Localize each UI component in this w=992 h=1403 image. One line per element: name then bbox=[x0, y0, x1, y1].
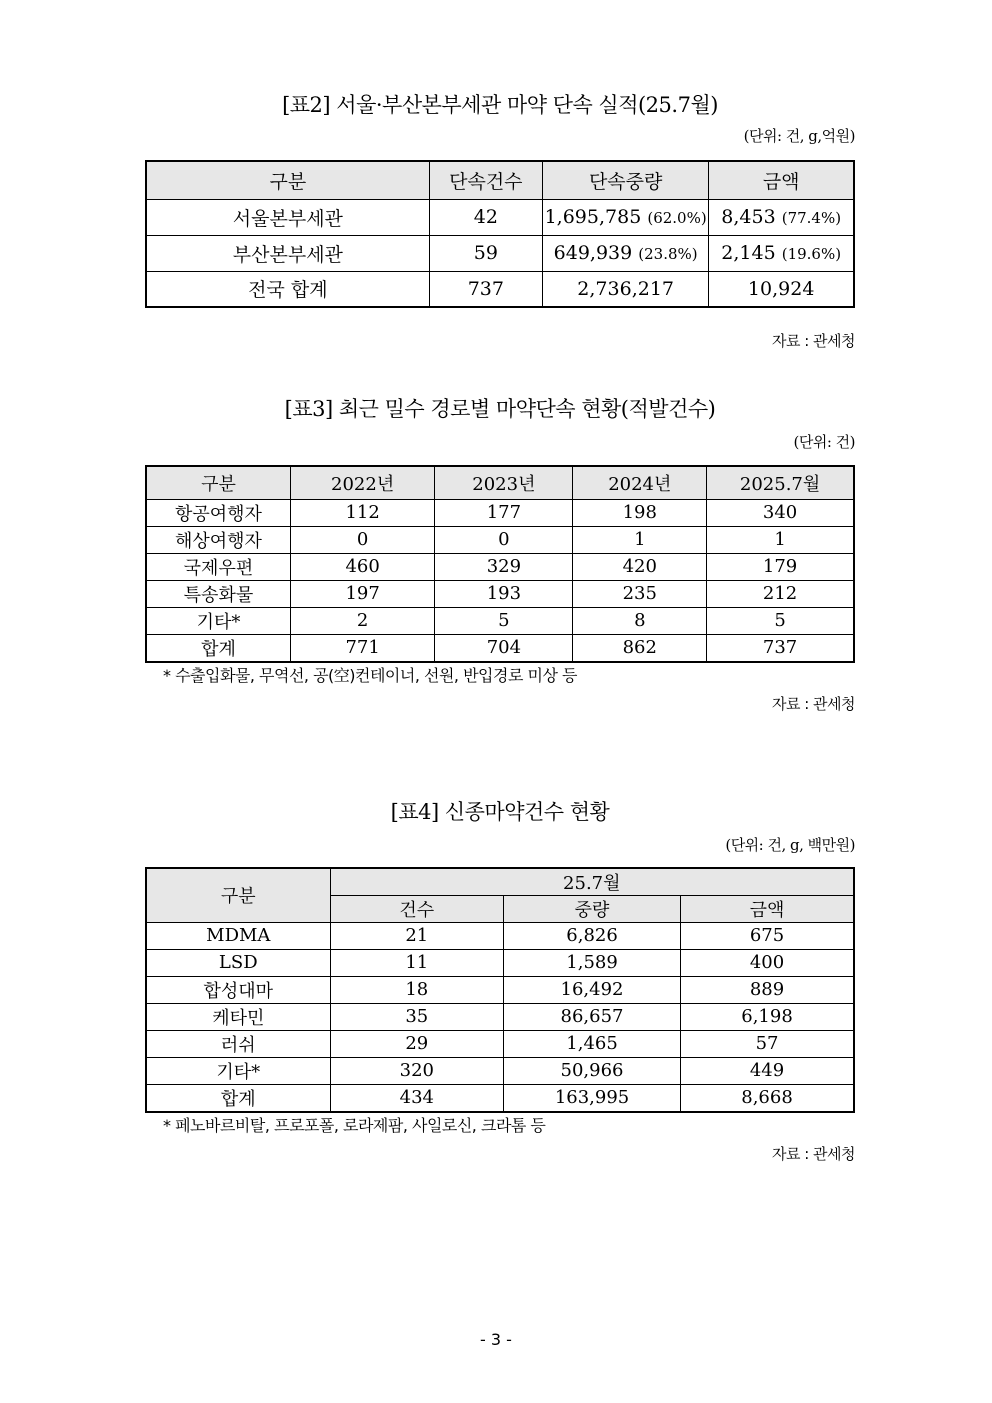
cell-value: 704 bbox=[435, 634, 573, 662]
table3-unit-label: (단위: 건) bbox=[793, 433, 855, 451]
weight-percent: (23.8%) bbox=[638, 245, 698, 263]
weight-value: 649,939 bbox=[553, 242, 633, 264]
table4-header-cases: 건수 bbox=[330, 895, 503, 922]
table2-header-category: 구분 bbox=[146, 161, 429, 199]
cell-amount: 57 bbox=[681, 1030, 854, 1057]
table2-source: 자료 : 관세청 bbox=[771, 332, 855, 350]
cell-value: 1 bbox=[707, 526, 854, 553]
table-row bbox=[146, 199, 854, 235]
table-row bbox=[146, 1003, 854, 1030]
cell-value: 737 bbox=[707, 634, 854, 662]
content-column bbox=[145, 0, 855, 1163]
row-label: 기타* bbox=[146, 607, 290, 634]
amount-value: 8,453 bbox=[721, 206, 776, 228]
table2-seoul-busan-customs bbox=[145, 160, 855, 308]
amount-percent: (19.6%) bbox=[781, 245, 842, 263]
table2-header-cases: 단속건수 bbox=[429, 161, 542, 199]
cell-cases: 35 bbox=[330, 1003, 503, 1030]
cell-weight bbox=[542, 235, 708, 271]
row-label: 러쉬 bbox=[146, 1030, 330, 1057]
table4-title: [표4] 신종마약건수 현황 bbox=[390, 799, 610, 824]
cell-weight: 50,966 bbox=[504, 1057, 681, 1084]
table4-new-drugs bbox=[145, 867, 855, 1113]
cell-amount: 8,668 bbox=[681, 1084, 854, 1112]
cell-value: 198 bbox=[573, 499, 707, 526]
cell-weight bbox=[542, 199, 708, 235]
table-row bbox=[146, 553, 854, 580]
table-row bbox=[146, 499, 854, 526]
table3-source: 자료 : 관세청 bbox=[771, 694, 855, 713]
cell-value: 329 bbox=[435, 553, 573, 580]
row-label: 부산본부세관 bbox=[146, 235, 429, 271]
cell-weight: 16,492 bbox=[504, 976, 681, 1003]
cell-value: 8 bbox=[573, 607, 707, 634]
cell-value: 862 bbox=[573, 634, 707, 662]
cell-value: 771 bbox=[290, 634, 434, 662]
table4-header-month-group: 25.7월 bbox=[330, 868, 854, 896]
row-label: 항공여행자 bbox=[146, 499, 290, 526]
table-row bbox=[146, 922, 854, 949]
cell-value: 197 bbox=[290, 580, 434, 607]
table4-footnote: * 페노바르비탈, 프로포폴, 로라제팜, 사일로신, 크라톰 등 bbox=[163, 1115, 546, 1135]
cell-weight: 6,826 bbox=[504, 922, 681, 949]
table2-header-amount: 금액 bbox=[709, 161, 854, 199]
cell-weight bbox=[542, 271, 708, 307]
cell-cases: 737 bbox=[429, 271, 542, 307]
row-label: MDMA bbox=[146, 922, 330, 949]
table-header-row bbox=[146, 868, 854, 896]
cell-value: 1 bbox=[573, 526, 707, 553]
cell-cases: 11 bbox=[330, 949, 503, 976]
cell-value: 460 bbox=[290, 553, 434, 580]
cell-cases: 29 bbox=[330, 1030, 503, 1057]
cell-value: 212 bbox=[707, 580, 854, 607]
table-header-row bbox=[146, 161, 854, 199]
cell-cases: 18 bbox=[330, 976, 503, 1003]
cell-weight: 86,657 bbox=[504, 1003, 681, 1030]
cell-cases: 434 bbox=[330, 1084, 503, 1112]
table4-header-weight: 중량 bbox=[504, 895, 681, 922]
row-label: 케타민 bbox=[146, 1003, 330, 1030]
table-row bbox=[146, 976, 854, 1003]
amount-percent: (77.4%) bbox=[781, 209, 842, 227]
table-header-row bbox=[146, 466, 854, 499]
cell-value: 2 bbox=[290, 607, 434, 634]
page-number: - 3 - bbox=[480, 1330, 512, 1349]
table-row bbox=[146, 271, 854, 307]
cell-cases: 320 bbox=[330, 1057, 503, 1084]
cell-value: 112 bbox=[290, 499, 434, 526]
weight-value: 2,736,217 bbox=[577, 277, 674, 300]
row-label: LSD bbox=[146, 949, 330, 976]
cell-cases: 42 bbox=[429, 199, 542, 235]
table-row bbox=[146, 607, 854, 634]
cell-weight: 1,465 bbox=[504, 1030, 681, 1057]
cell-amount bbox=[709, 271, 854, 307]
cell-value: 5 bbox=[435, 607, 573, 634]
cell-value: 179 bbox=[707, 553, 854, 580]
table3-smuggling-routes bbox=[145, 465, 855, 663]
table2-unit-label: (단위: 건, g,억원) bbox=[743, 127, 855, 145]
cell-value: 340 bbox=[707, 499, 854, 526]
table3-header-2025-7: 2025.7월 bbox=[707, 466, 854, 499]
cell-amount: 889 bbox=[681, 976, 854, 1003]
row-label: 합계 bbox=[146, 634, 290, 662]
row-label: 전국 합계 bbox=[146, 271, 429, 307]
table2-title: [표2] 서울·부산본부세관 마약 단속 실적(25.7월) bbox=[282, 93, 718, 117]
table3-header-2024: 2024년 bbox=[573, 466, 707, 499]
table3-header-2023: 2023년 bbox=[435, 466, 573, 499]
row-label: 서울본부세관 bbox=[146, 199, 429, 235]
cell-cases: 59 bbox=[429, 235, 542, 271]
table4-header-category: 구분 bbox=[146, 868, 330, 923]
table-row bbox=[146, 1030, 854, 1057]
table3-header-2022: 2022년 bbox=[290, 466, 434, 499]
amount-value: 10,924 bbox=[747, 277, 815, 300]
table3-footnote: * 수출입화물, 무역선, 공(空)컨테이너, 선원, 반입경로 미상 등 bbox=[163, 665, 577, 685]
row-label: 합성대마 bbox=[146, 976, 330, 1003]
table3-title: [표3] 최근 밀수 경로별 마약단속 현황(적발건수) bbox=[284, 397, 716, 421]
cell-value: 177 bbox=[435, 499, 573, 526]
row-label: 해상여행자 bbox=[146, 526, 290, 553]
table-row bbox=[146, 1084, 854, 1112]
table-row bbox=[146, 634, 854, 662]
table-row bbox=[146, 1057, 854, 1084]
cell-amount: 400 bbox=[681, 949, 854, 976]
cell-amount: 449 bbox=[681, 1057, 854, 1084]
cell-value: 0 bbox=[290, 526, 434, 553]
cell-amount bbox=[709, 235, 854, 271]
amount-value: 2,145 bbox=[721, 242, 776, 264]
weight-percent: (62.0%) bbox=[647, 209, 707, 227]
cell-amount bbox=[709, 199, 854, 235]
table-row bbox=[146, 949, 854, 976]
table4-unit-label: (단위: 건, g, 백만원) bbox=[725, 835, 855, 854]
cell-weight: 163,995 bbox=[504, 1084, 681, 1112]
table2-header-weight: 단속중량 bbox=[542, 161, 708, 199]
cell-amount: 6,198 bbox=[681, 1003, 854, 1030]
table-row bbox=[146, 580, 854, 607]
row-label: 기타* bbox=[146, 1057, 330, 1084]
cell-value: 0 bbox=[435, 526, 573, 553]
cell-value: 420 bbox=[573, 553, 707, 580]
table4-source: 자료 : 관세청 bbox=[771, 1144, 855, 1163]
row-label: 국제우편 bbox=[146, 553, 290, 580]
table-row bbox=[146, 526, 854, 553]
cell-amount: 675 bbox=[681, 922, 854, 949]
cell-cases: 21 bbox=[330, 922, 503, 949]
cell-value: 235 bbox=[573, 580, 707, 607]
row-label: 특송화물 bbox=[146, 580, 290, 607]
cell-weight: 1,589 bbox=[504, 949, 681, 976]
table-row bbox=[146, 235, 854, 271]
row-label: 합계 bbox=[146, 1084, 330, 1112]
table4-header-amount: 금액 bbox=[681, 895, 854, 922]
table3-header-category: 구분 bbox=[146, 466, 290, 499]
cell-value: 193 bbox=[435, 580, 573, 607]
weight-value: 1,695,785 bbox=[544, 206, 642, 228]
cell-value: 5 bbox=[707, 607, 854, 634]
